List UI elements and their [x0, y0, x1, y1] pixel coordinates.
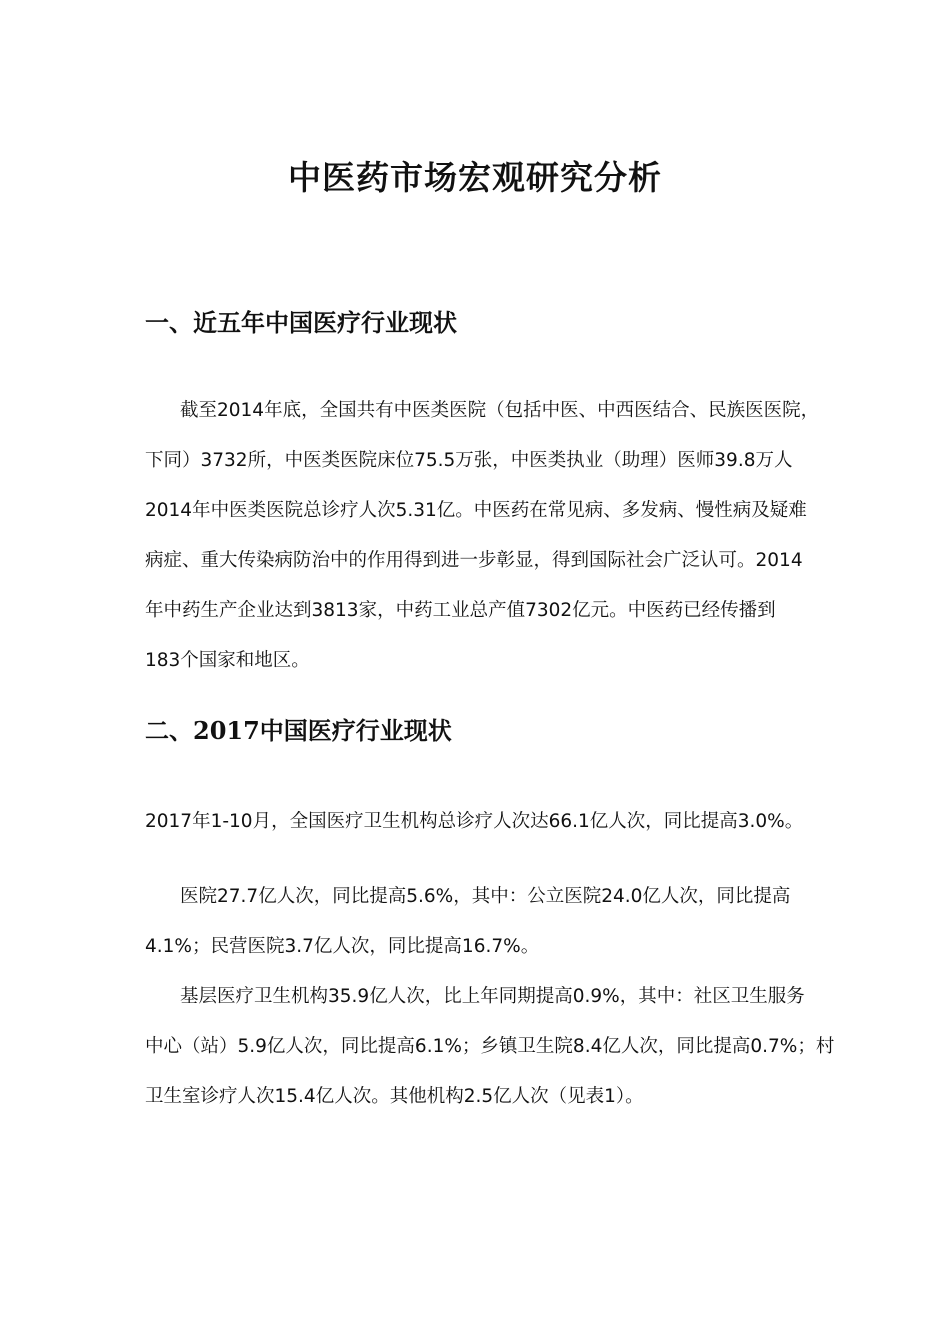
section-2-heading [145, 711, 452, 746]
section-1-heading: 一、近五年中国医疗行业现状 [145, 309, 457, 337]
primary-care-line: 基层医疗卫生机构35.9亿人次，比上年同期提高0.9%，其中：社区卫生服务 [180, 986, 805, 1007]
section-2-heading-prefix: 二、 [145, 717, 193, 745]
hospital-line: 4.1%；民营医院3.7亿人次，同比提高16.7%。 [145, 936, 540, 957]
section-1-line: 183个国家和地区。 [145, 650, 310, 671]
document-title: 中医药市场宏观研究分析 [288, 158, 662, 197]
section-2-heading-year: 2017 [193, 716, 260, 745]
section-1-line: 病症、重大传染病防治中的作用得到进一步彰显，得到国际社会广泛认可。2014 [145, 550, 803, 571]
hospital-line: 医院27.7亿人次，同比提高5.6%，其中：公立医院24.0亿人次，同比提高 [180, 886, 791, 907]
section-2-heading-rest: 中国医疗行业现状 [259, 717, 452, 745]
primary-care-line: 卫生室诊疗人次15.4亿人次。其他机构2.5亿人次（见表1）。 [145, 1086, 644, 1107]
section-1-line: 2014年中医类医院总诊疗人次5.31亿。中医药在常见病、多发病、慢性病及疑难 [145, 500, 807, 521]
section-2-summary: 2017年1-10月，全国医疗卫生机构总诊疗人次达66.1亿人次，同比提高3.0%。 [145, 811, 804, 832]
section-1-line: 截至2014年底，全国共有中医类医院（包括中医、中西医结合、民族医医院， [180, 400, 820, 421]
primary-care-line: 中心（站）5.9亿人次，同比提高6.1%；乡镇卫生院8.4亿人次，同比提高0.7%；村 [145, 1036, 835, 1057]
section-1-line: 年中药生产企业达到3813家，中药工业总产值7302亿元。中医药已经传播到 [145, 600, 776, 621]
section-1-line: 下同）3732所，中医类医院床位75.5万张，中医类执业（助理）医师39.8万人 [145, 450, 793, 471]
